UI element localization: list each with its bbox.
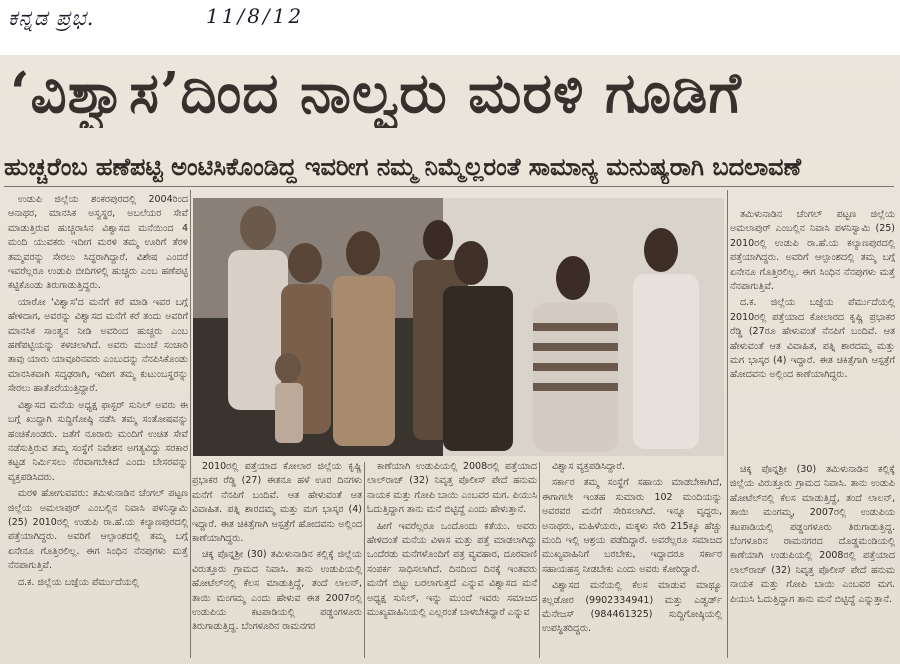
- paragraph: ಚಿಕ್ಕ ಪೊನ್ನಶ್ರೀ (30) ತಮಿಳುನಾಡಿನ ಕಲ್ಲಿಕ್ಕೆ ಜಿಲ್ಲೆಯ ವಿರುತ್ತೂರು ಗ್ರಾಮದ ನಿವಾಸಿ. ತಾನು ಉಡುಪಿಯಲ್ಲಿ ಹೋಟೆಲ್‌ನಲ್ಲಿ ಕೆಲಸ ಮಾಡುತ್ತಿದ್ದೆ, ತಂದೆ ಲಾಲನ್, ತಾಯಿ ಮಂಗಮ್ಮ ಎಂದು ಹೇಳುವ ಈತ 2007ರಲ್ಲಿ ಉಡುಪಿಯ ಕಟಪಾಡಿಯಲ್ಲಿ ಪಡ್ಡಂಗಳೂರು ತಿರುಗಾಡುತ್ತಿದ್ದ. ಬೆಂಗಳೂರಿನ ರಾಮನಗರ: [192, 549, 362, 633]
- article-column-mid-1: [192, 460, 362, 660]
- article-column-mid-3: [542, 460, 722, 660]
- paragraph: ಯಾರೋ 'ವಿಶ್ವಾಸ'ದ ಮನೆಗೆ ಕರೆ ಮಾಡಿ ಇವರ ಬಗ್ಗೆ ಹೇಳಿದಾಗ, ಅವರನ್ನು ವಿಶ್ವಾಸದ ಮನೆಗೆ ಕರೆ ತಂದು ಅವರಿಗೆ ಮಾನಸಿಕ ಸಾಂತ್ವನ ನೀಡಿ ಅವರಿಂದ ಹುಚ್ಚರು ಎಂಬ ಹಣೆಪಟ್ಟಿಯನ್ನು ಕಳಚಲಾಗಿದೆ. ಅವರು ಮುಂಚೆ ಸಂಚಾರಿ ತಾವು ಯಾರು ಯಾವೂರಿನವರು ಎಂಬುದನ್ನು ನೆನಪಿಸಿಕೊಂಡು ಮಾನಸಿಕವಾಗಿ ಸದೃಢರಾಗಿ, ಇದೀಗ ತಮ್ಮ ಕುಟುಂಬಸ್ಥರನ್ನು ಸೇರಲು ಹಾತೊರೆಯುತ್ತಿದ್ದಾರೆ.: [8, 296, 188, 395]
- paragraph: ವಿಶ್ವಾಸದ ಮನೆಯ ಅಧ್ಯಕ್ಷ ಫಾಸ್ಟರ್ ಸುನಿಲ್ ಅವರು ಈ ಬಗ್ಗೆ ಖುದ್ದಾಗಿ ಸುದ್ದಿಗೋಷ್ಠಿ ನಡೆಸಿ ತಮ್ಮ ಸಂತೋಷವನ್ನು ಹಂಚಿಕೊಂಡರು. ಜತೆಗೆ ನೂರಾರು ಮಂದಿಗೆ ಉಚಿತ ಸೇವೆ ನಡೆಸುತ್ತಿರುವ ತಮ್ಮ ಸಂಸ್ಥೆಗೆ ನಿವೇಶನ ಅಗತ್ಯವಿದ್ದು ಸರಕಾರ ಕಟ್ಟಡ ನಿರ್ಮಿಸಲು ನೆರವಾಗಬೇಕಿದೆ ಎಂದು ಬೇಸರವನ್ನು ವ್ಯಕ್ತಪಡಿಸಿದರು.: [8, 399, 188, 483]
- paragraph: ಉಡುಪಿ ಜಿಲ್ಲೆಯ ಶಂಕರಪುರದಲ್ಲಿ 2004ರಿಂದ ಆನಾಥರ, ಮಾನಸಿಕ ಅಸ್ವಸ್ಥರ, ಅಬಲೆಯರ ಸೇವೆ ಮಾಡುತ್ತಿರುವ ಹುಚ್ಚರಾಸಿನ ವಿಶ್ವಾಸದ ಮನೆಯಿಂದ 4 ಮಂದಿ ಯುವಕರು ಇದೀಗ ಮರಳಿ ತಮ್ಮ ಊರಿಗೆ ತೆರಳಿ ತಮ್ಮವರನ್ನು ಸೇರಲು ಸಿದ್ಧರಾಗಿದ್ದಾರೆ. ವಿಶೇಷ ಎಂದರೆ ಇವರೆಲ್ಲರೂ ಉಡುಪಿ ಬೀದಿಗಳಲ್ಲಿ ಹುಚ್ಚರು ಎಂಬ ಹಣೆಪಟ್ಟಿ ಕಟ್ಟಿಕೊಂಡು ತಿರುಗಾಡುತ್ತಿದ್ದರು.: [8, 194, 188, 292]
- group-photo-illustration: [193, 198, 724, 456]
- paragraph: ವಿಶ್ವಾಸ ವ್ಯಕ್ತಪಡಿಸಿದ್ದಾರೆ.: [552, 461, 625, 472]
- article-subheadline: ಹುಚ್ಚರೆಂಬ ಹಣೆಪಟ್ಟಿ ಅಂಟಿಸಿಕೊಂಡಿದ್ದ ಇವರೀಗ ನಮ್ಮ ನಿಮ್ಮೆಲ್ಲರಂತೆ ಸಾಮಾನ್ಯ ಮನುಷ್ಯರಾಗಿ ಬದಲಾವಣೆ: [4, 153, 802, 181]
- paragraph: ದ.ಕ. ಜಿಲ್ಲೆಯ ಬಜ್ಪೆಯ ಪೆರ್ಮುದೆಯಲ್ಲಿ 2010ರಲ್ಲಿ ಪತ್ತೆಯಾದ ಕೋಲಾರದ ಕೃಷ್ಣಿ ಪ್ರಭಾಕರ ರೆಡ್ಡಿ (27ರೂ ಹೇಳುವಂತೆ ನೆನಪಿಗೆ ಬಂದಿವೆ. ಆತ ಹೇಳುವಂತೆ ಆತ ವಿವಾಹಿತ, ಪತ್ನಿ ಶಾರದಮ್ಮ ಮತ್ತು ಮಗ ಭಾಸ್ಕರ (4) ಇದ್ದಾರೆ. ಈತ ಚಿಕಿತ್ಸೆಗಾಗಿ ಆಸ್ಪತ್ರೆಗೆ ಹೋದವನು ಅಲ್ಲಿಂದ ಕಾಣೆಯಾಗಿದ್ದರು.: [730, 297, 895, 381]
- paragraph: ಕಾಣೆಯಾಗಿ ಉಡುಪಿಯಲ್ಲಿ 2008ರಲ್ಲಿ ಪತ್ತೆಯಾದ ಲಾಲ್‌ರಾಜ್ (32) ನಿವೃತ್ತ ಪೊಲೀಸ್ ಪೇದೆ ಹನುಮ ನಾಯಕ ಮತ್ತು ಗೋಪಿ ಬಾಯಿ ಎಂಬವರ ಮಗ. ಪಿಯುಸಿ ಓದುತ್ತಿದ್ದಾಗ ತಾನು ಮನೆ ಬಿಟ್ಟಿದ್ದೆ ಎಂದು ಹೇಳುತ್ತಾನೆ.: [367, 461, 537, 516]
- paragraph: 2010ರಲ್ಲಿ ಪತ್ತೆಯಾದ ಕೋಲಾರ ಜಿಲ್ಲೆಯ ಕೃಷ್ಣಿ ಪ್ರಭಾಕರ ರೆಡ್ಡಿ (27) ಈತನೂ ಹಳೆ ಊರ ದಿನಗಳು ಮನೆಗೆ ನೆನಪಿಗೆ ಬಂದಿವೆ. ಆತ ಹೇಳುವಂತೆ ಆತ ವಿವಾಹಿತ. ಪತ್ನಿ ಶಾರದಮ್ಮ ಮತ್ತು ಮಗ ಭಾಸ್ಕರ (4) ಇದ್ದಾರೆ. ಈತ ಚಿಕಿತ್ಸೆಗಾಗಿ ಆಸ್ಪತ್ರೆಗೆ ಹೋದವನು ಅಲ್ಲಿಂದ ಕಾಣೆಯಾಗಿದ್ದರು.: [192, 461, 362, 545]
- group-photo: [193, 198, 724, 456]
- paragraph: ದ.ಕ. ಜಿಲ್ಲೆಯ ಬಜ್ಪೆಯ ಪೆರ್ಮುದೆಯಲ್ಲಿ: [18, 576, 139, 588]
- handwritten-date-note: 11/8/12: [206, 4, 305, 28]
- article-column-left: [8, 193, 188, 658]
- column-divider: [727, 190, 728, 658]
- article-column-right-top: [730, 208, 895, 458]
- article-headline: ‘ವಿಶ್ವಾಸ’ದಿಂದ ನಾಲ್ವರು ಮರಳಿ ಗೂಡಿಗೆ: [10, 60, 742, 126]
- paragraph: ತಮಿಳುನಾಡಿನ ಚೆಂಗಲ್ ಪಟ್ಟಣ ಜಿಲ್ಲೆಯ ಅಮಲಾಪುರ್ ಎಂಬಲ್ಲಿನ ನಿವಾಸಿ ಪಳನಿಸ್ವಾಮಿ (25) 2010ರಲ್ಲಿ ಉಡುಪಿ ರಾ.ಹೆ.ಯ ಕಲ್ಯಾಣಪುರದಲ್ಲಿ ಪತ್ತೆಯಾಗಿದ್ದರು. ಅವರಿಗೆ ಆಲ್ಪಾಂಶದಲ್ಲಿ ತಮ್ಮ ಬಗ್ಗೆ ಏನೇನೂ ಗೊತ್ತಿರಲಿಲ್ಲ. ಈಗ ಸಿಂಧಿನ ನೆನಪುಗಳು ಮತ್ತೆ ನೆನಪಾಗುತ್ತಿವೆ.: [730, 209, 895, 293]
- handwritten-publication-note: ಕನ್ನಡ ಪ್ರಭ.: [8, 6, 95, 30]
- paragraph: ಹೀಗೆ ಇವರೆಲ್ಲರೂ ಒಂದೊಂದು ಕತೆಯು. ಅವರು ಹೇಳಿದಂತೆ ಮನೆಯ ವಿಳಾಸ ಮತ್ತು ಪತ್ತೆ ಮಾಡಲಾಗಿದ್ದು ಒಂದೆರಡು ಮನೆಗಳೊಂದಿಗೆ ಪತ್ರ ವ್ಯವಹಾರ, ದೂರವಾಣಿ ಸಂಪರ್ಕ ಸಾಧಿಸಲಾಗಿದೆ. ದಿನದಿಂದ ದಿನಕ್ಕೆ ಇಂತವರು ಮನೆಗೆ ಬಿಟ್ಟು ಬರಲಾಗುತ್ತದೆ ಎನ್ನುವ ವಿಶ್ವಾಸದ ಮನೆ ಅಧ್ಯಕ್ಷ ಸುನಿಲ್, ಇನ್ನು ಮುಂದೆ ಇವರು ಸಮಾಜದ ಮುಖ್ಯವಾಹಿನಿಯಲ್ಲಿ ಎಲ್ಲರಂತೆ ಬಾಳಬೇಕಿದ್ದಾರೆ ಎನ್ನುವ: [367, 520, 537, 619]
- column-divider: [539, 462, 540, 658]
- article-column-mid-2: [367, 460, 537, 660]
- paragraph: ವಿಶ್ವಾಸದ ಮನೆಯಲ್ಲಿ ಕೆಲಸ ಮಾಡುವ ಮಾಥ್ಯೂ ಕಲ್ಲಡೋರ (9902334941) ಮತ್ತು ಎಡ್ವರ್ಡ್ ಮೆನೇಜಸ್ (984461325) ಸುದ್ದಿಗೋಷ್ಠಿಯಲ್ಲಿ ಉಪಸ್ಥಿತರಿದ್ದರು.: [542, 580, 722, 635]
- paragraph: ಸರ್ಕಾರ ತಮ್ಮ ಸಂಸ್ಥೆಗೆ ಸಹಾಯ ಮಾಡಬೇಕಾಗಿದೆ, ಈಗಾಗಲೇ ಇಂತಹ ಸುಮಾರು 102 ಮಂದಿಯನ್ನು ಅವರವರ ಮನೆಗೆ ಸೇರಿಸಲಾಗಿದೆ. ಇನ್ನೂ ವೃದ್ಧರು, ಅನಾಥರು, ಮಹಿಳೆಯರು, ಮಕ್ಕಳು ಸೇರಿ 215ಕ್ಕೂ ಹೆಚ್ಚು ಮಂದಿ ಇಲ್ಲಿ ಆಶ್ರಯ ಪಡೆದಿದ್ದಾರೆ. ಅವರೆಲ್ಲರೂ ಸಮಾಜದ ಮುಖ್ಯವಾಹಿನಿಗೆ ಬರಬೇಕು, ಇದ್ದಾದರೂ ಸರ್ಕಾರ ಸಹಾಯಹಸ್ತ ನೀಡಬೇಕು ಎಂದು ಅವರು ಕೋರಿದ್ದಾರೆ.: [542, 477, 722, 575]
- article-column-right-bottom: [730, 463, 895, 659]
- paragraph: ಮರಳಿ ಹೋಗುವವರು: ತಮಿಳುನಾಡಿನ ಚೆಂಗಲ್ ಪಟ್ಟಣ ಜಿಲ್ಲೆಯ ಅಮಲಾಪುರ್ ಎಂಬಲ್ಲಿನ ನಿವಾಸಿ ಪಳನಿಸ್ವಾಮಿ (25) 2010ರಲ್ಲಿ ಉಡುಪಿ ರಾ.ಹೆ.ಯ ಕಲ್ಯಾಣಪುರದಲ್ಲಿ ಪತ್ತೆಯಾಗಿದ್ದರು. ಅವರಿಗೆ ಆಲ್ಪಾಂಶದಲ್ಲಿ ತಮ್ಮ ಬಗ್ಗೆ ಏನೇನೂ ಗೊತ್ತಿರಲಿಲ್ಲ. ಈಗ ಸಿಂಧಿನ ನೆನಪುಗಳು ಮತ್ತೆ ನೆನಪಾಗುತ್ತಿವೆ.: [8, 488, 188, 572]
- headline-divider: [4, 186, 894, 187]
- column-divider: [364, 462, 365, 658]
- paragraph: ಚಿಕ್ಕ ಪೊನ್ನಶ್ರೀ (30) ತಮಿಳುನಾಡಿನ ಕಲ್ಲಿಕ್ಕೆ ಜಿಲ್ಲೆಯ ವಿರುತ್ತೂರು ಗ್ರಾಮದ ನಿವಾಸಿ. ತಾನು ಉಡುಪಿ ಹೋಟೆಲ್‌ನಲ್ಲಿ ಕೆಲಸ ಮಾಡುತ್ತಿದ್ದೆ, ತಂದೆ ಲಾಲನ್, ತಾಯಿ ಮಂಗಮ್ಮ, 2007ರಲ್ಲಿ ಉಡುಪಿಯ ಕಟಪಾಡಿಯಲ್ಲಿ ಪಡ್ಡಂಗಳೂರು ತಿರುಗಾಡುತ್ತಿದ್ದ. ಬೆಂಗಳೂರಿನ ರಾಮನಗರದ ದೊಡ್ಡಮಂಡಿಯಲ್ಲಿ ಕಾಣೆಯಾಗಿ ಉಡುಪಿಯಲ್ಲಿ 2008ರಲ್ಲಿ ಪತ್ತೆಯಾದ ಲಾಲ್‌ರಾಜ್ (32) ನಿವೃತ್ತ ಪೊಲೀಸ್ ಪೇದೆ ಹನುಮ ನಾಯಕ ಮತ್ತು ಗೋಪಿ ಬಾಯಿ ಎಂಬವರ ಮಗ. ಪಿಯುಸಿ ಓದುತ್ತಿದ್ದಾಗ ತಾನು ಮನೆ ಬಿಟ್ಟಿದ್ದೆ ಎನ್ನುತ್ತಾನೆ.: [730, 464, 895, 605]
- column-divider: [190, 190, 191, 658]
